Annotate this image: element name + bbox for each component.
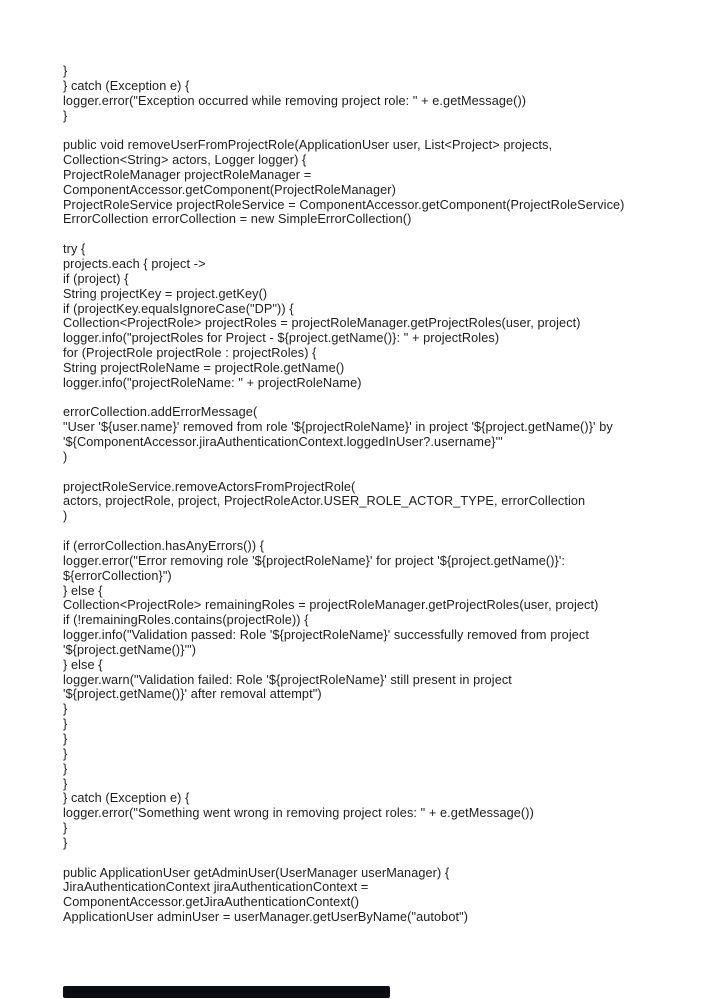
- code-line: }: [63, 746, 68, 761]
- code-line: ): [63, 449, 68, 464]
- code-line: if (!remainingRoles.contains(projectRole)) {: [63, 613, 309, 628]
- code-line: String projectKey = project.getKey(): [63, 286, 268, 301]
- code-line: ProjectRoleService projectRoleService = ComponentAccessor.getComponent(ProjectRoleService): [63, 197, 625, 212]
- code-line: ${errorCollection}"): [63, 568, 172, 583]
- code-line: }: [63, 702, 68, 717]
- code-line: "User '${user.name}' removed from role '${projectRoleName}' in project '${project.getName()}' by: [63, 420, 613, 435]
- code-line: logger.error("Error removing role '${projectRoleName}' for project '${project.getName()}':: [63, 553, 566, 568]
- code-line: } else {: [63, 583, 103, 598]
- bottom-dark-bar: [63, 986, 390, 998]
- code-line: }: [63, 731, 68, 746]
- code-line: [63, 524, 686, 539]
- code-line: if (projectKey.equalsIgnoreCase("DP")) {: [63, 301, 294, 316]
- code-line: }: [63, 776, 68, 791]
- code-line: }: [63, 717, 68, 732]
- code-line: [63, 851, 686, 866]
- code-line: }: [63, 821, 68, 836]
- code-line: ComponentAccessor.getJiraAuthenticationContext(): [63, 895, 360, 910]
- code-line: projectRoleService.removeActorsFromProjectRole(: [63, 479, 356, 494]
- code-line: logger.info("projectRoles for Project - ${project.getName()}: " + projectRoles): [63, 331, 500, 346]
- code-line: public void removeUserFromProjectRole(ApplicationUser user, List<Project> projects,: [63, 138, 553, 153]
- code-line: public ApplicationUser getAdminUser(UserManager userManager) {: [63, 865, 450, 880]
- code-line: JiraAuthenticationContext jiraAuthenticationContext =: [63, 880, 369, 895]
- code-text-block: [63, 64, 686, 925]
- code-line: if (errorCollection.hasAnyErrors()) {: [63, 539, 265, 553]
- code-line: ): [63, 509, 68, 524]
- code-line: }: [63, 761, 68, 776]
- code-line: ApplicationUser adminUser = userManager.getUserByName("autobot"): [63, 910, 469, 925]
- code-line: ErrorCollection errorCollection = new SimpleErrorCollection(): [63, 212, 412, 227]
- code-line: '${ComponentAccessor.jiraAuthenticationContext.loggedInUser?.username}'": [63, 435, 503, 450]
- code-line: for (ProjectRole projectRole : projectRoles) {: [63, 346, 317, 361]
- code-line: projects.each { project ->: [63, 256, 206, 271]
- code-line: errorCollection.addErrorMessage(: [63, 405, 258, 420]
- code-line: [63, 123, 686, 138]
- code-line: [63, 227, 686, 242]
- code-line: logger.info("projectRoleName: " + projectRoleName): [63, 375, 362, 390]
- code-line: }: [63, 108, 68, 123]
- code-line: ProjectRoleManager projectRoleManager =: [63, 167, 312, 182]
- code-line: String projectRoleName = projectRole.getName(): [63, 360, 345, 375]
- code-line: ComponentAccessor.getComponent(ProjectRoleManager): [63, 182, 396, 197]
- code-line: logger.info("Validation passed: Role '${projectRoleName}' successfully removed from project: [63, 628, 589, 643]
- code-line: } catch (Exception e) {: [63, 78, 190, 93]
- code-line: '${project.getName()}' after removal attempt"): [63, 687, 322, 702]
- code-line: Collection<ProjectRole> projectRoles = projectRoleManager.getProjectRoles(user, project): [63, 316, 581, 331]
- code-line: }: [63, 835, 68, 850]
- code-line: try {: [63, 242, 86, 257]
- code-line: actors, projectRole, project, ProjectRoleActor.USER_ROLE_ACTOR_TYPE, errorCollection: [63, 494, 586, 509]
- code-line: '${project.getName()}'"): [63, 642, 197, 657]
- code-line: logger.error("Something went wrong in removing project roles: " + e.getMessage()): [63, 806, 534, 821]
- code-line: } else {: [63, 657, 103, 672]
- code-line: logger.error("Exception occurred while removing project role: " + e.getMessage()): [63, 93, 527, 108]
- code-line: } catch (Exception e) {: [63, 791, 190, 806]
- code-line: Collection<ProjectRole> remainingRoles = projectRoleManager.getProjectRoles(user, project): [63, 598, 599, 613]
- code-line: logger.warn("Validation failed: Role '${projectRoleName}' still present in project: [63, 672, 512, 687]
- code-line: if (project) {: [63, 271, 129, 286]
- code-line: Collection<String> actors, Logger logger) {: [63, 153, 307, 168]
- code-line: [63, 465, 686, 480]
- code-line: }: [63, 64, 68, 78]
- code-line: [63, 391, 686, 406]
